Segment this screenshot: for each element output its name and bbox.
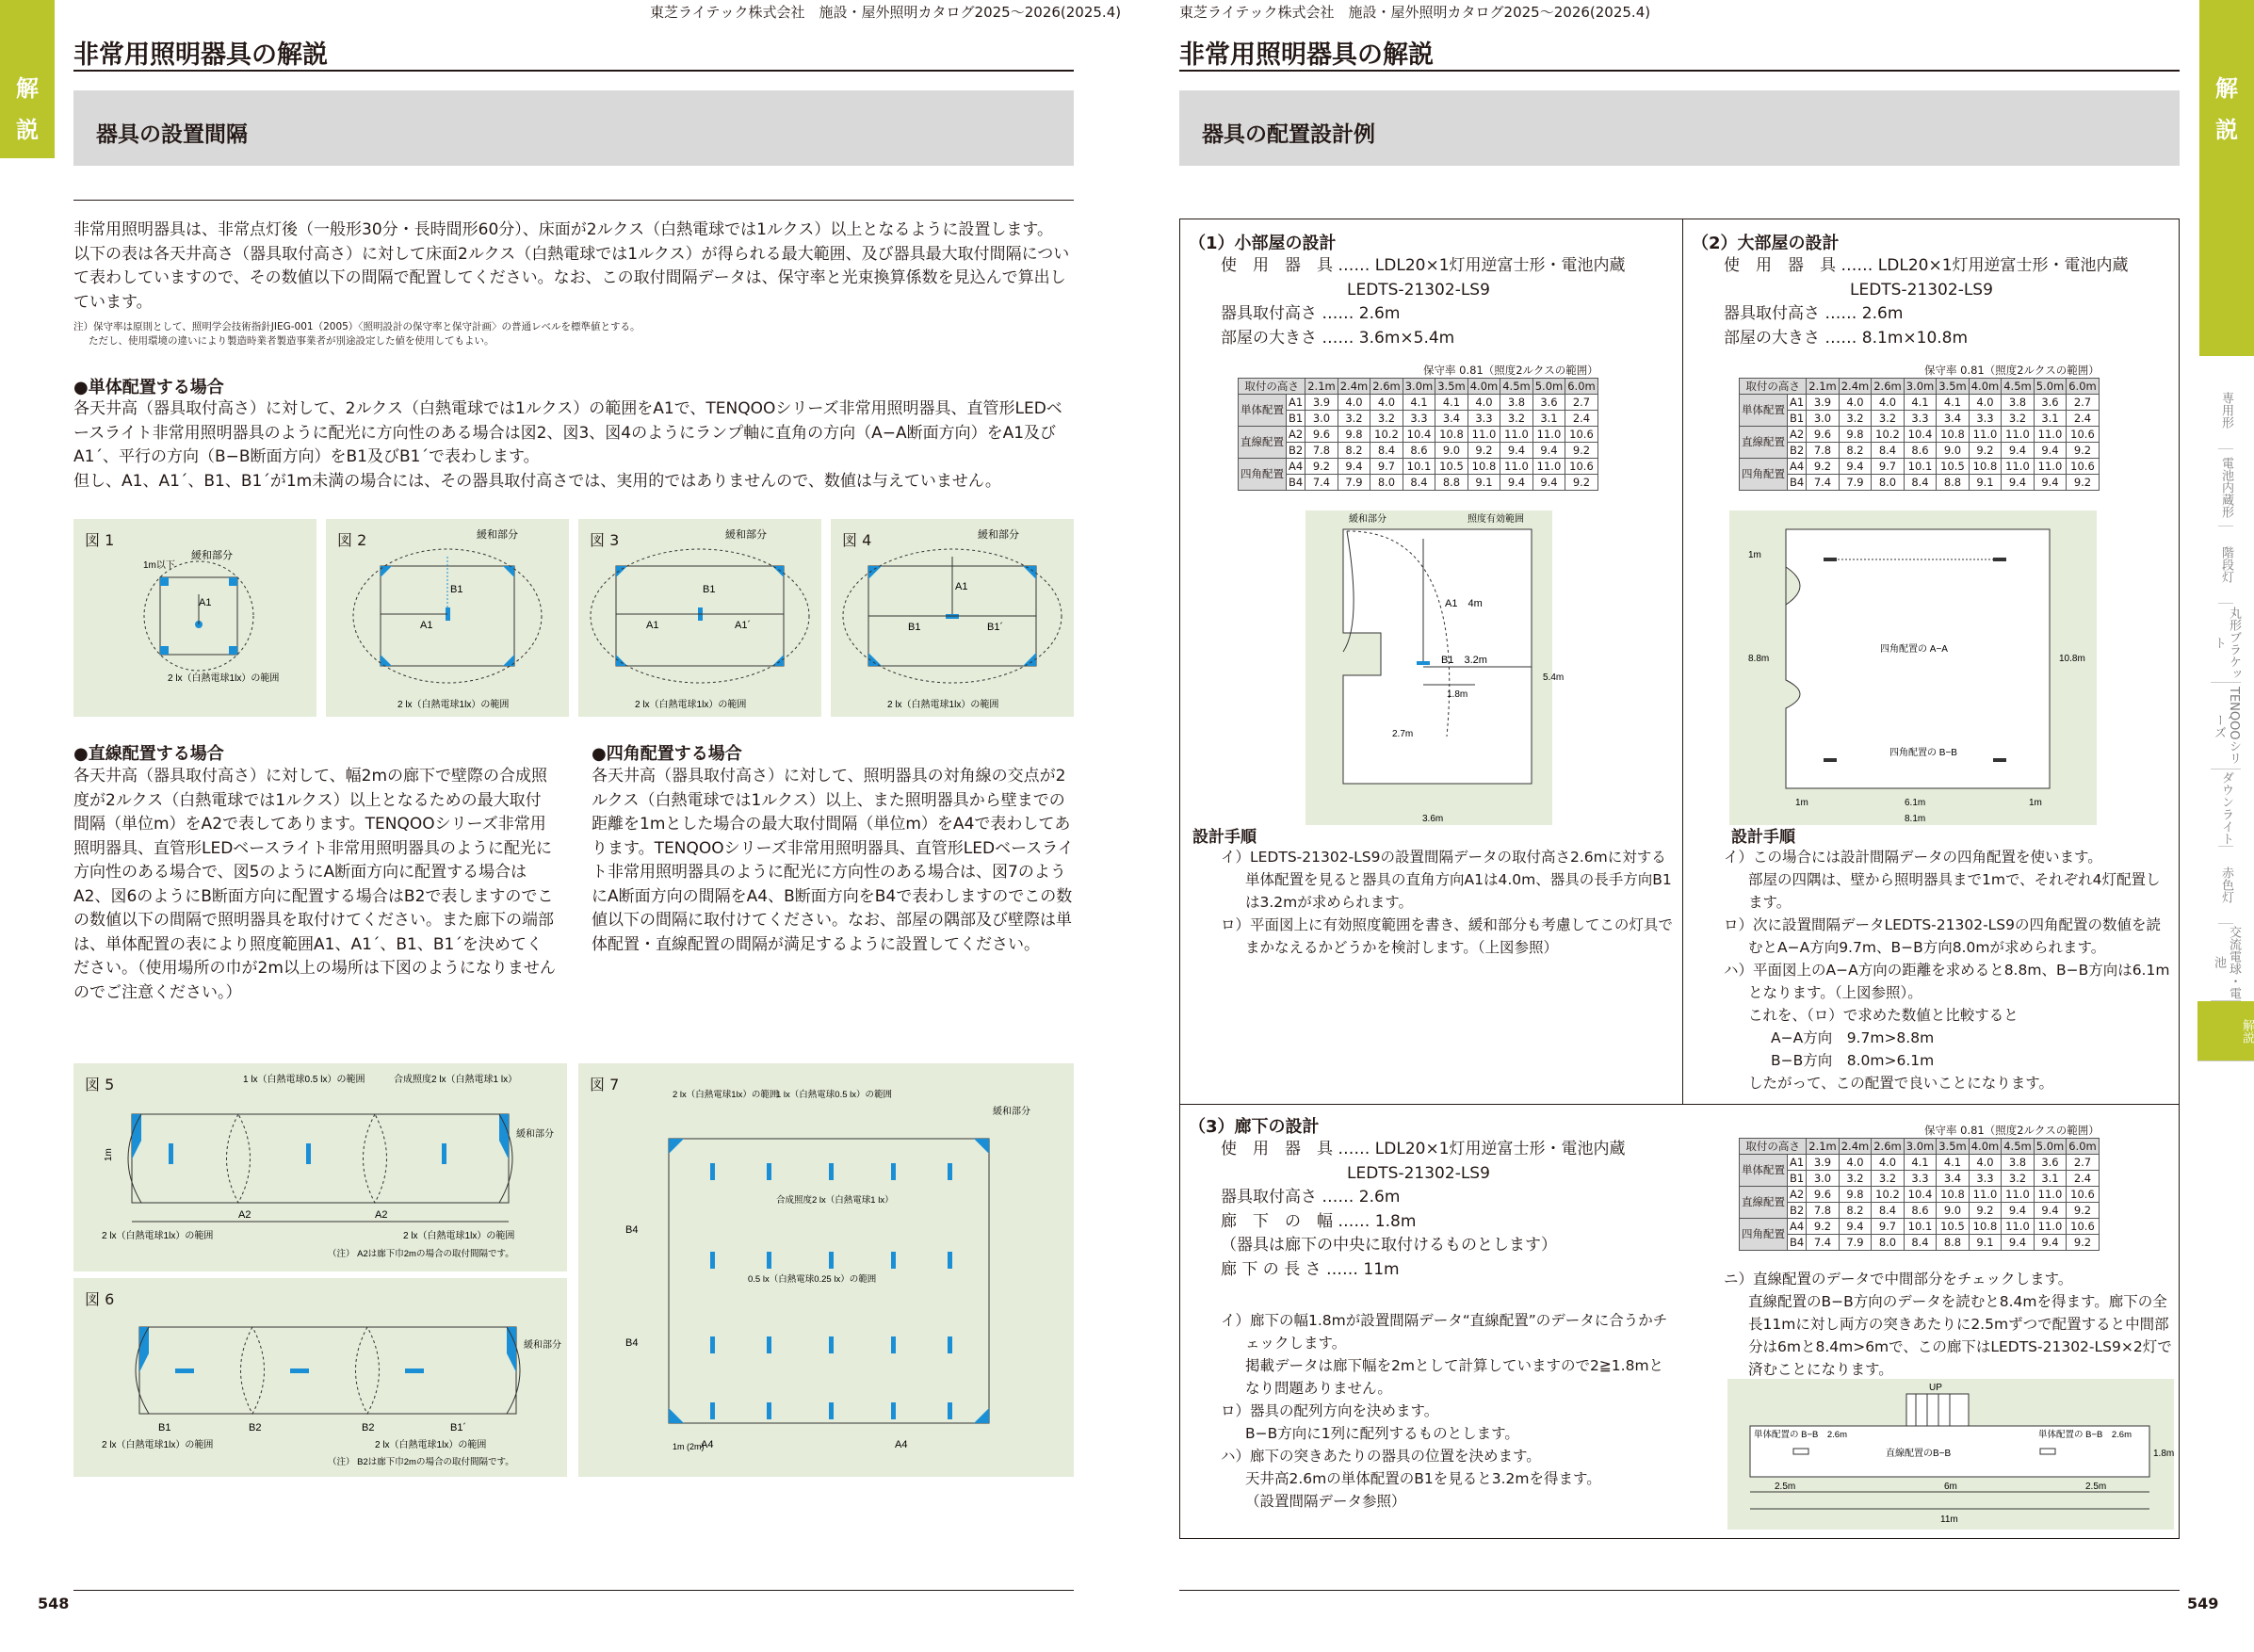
fixture-mark (948, 1336, 952, 1353)
svg-text:1 lx（白熱電球0.5 lx）の範囲: 1 lx（白熱電球0.5 lx）の範囲 (243, 1075, 365, 1085)
svg-text:四角配置の A−A: 四角配置の A−A (1880, 644, 1948, 655)
s3-heading: （3）廊下の設計 (1189, 1117, 1320, 1137)
figure-4: 図 4 A1 緩和部分 B1 B1´ 2 lx（白熱電球1lx）の範囲 (831, 519, 1074, 717)
svg-text:2 lx（白熱電球1lx）の範囲: 2 lx（白熱電球1lx）の範囲 (375, 1440, 487, 1450)
svg-text:10.8m: 10.8m (2059, 654, 2085, 664)
svg-text:A4: A4 (895, 1439, 908, 1450)
fixture-mark (948, 1402, 952, 1419)
svg-text:A1´: A1´ (735, 620, 752, 631)
svg-text:5.4m: 5.4m (1543, 672, 1565, 683)
nav-item[interactable]: 丸形ブラケット (2211, 604, 2241, 683)
left-intro: 非常用照明器具は、非常点灯後（一般形30分・長時間形60分）、床面が2ルクス（白熱電球では1ルクス）以上となるように設置します。 以下の表は各天井高さ（器具取付高さ）に対して床面2ルクス（白熱電球では1ルクス）が得られる最大範囲、及び器具最大取付間隔について表わしていますので、その数値以下の間隔で配置してください。なお、この取付間隔データは、保守率と光束換算係数を見込んで算出しています。 (73, 220, 1070, 312)
table-row: 直線配置 A2 9.6 9.8 10.2 10.4 10.8 11.0 11.0 11.0 10.6 (1740, 427, 2100, 443)
table-row: B2 7.8 8.2 8.4 8.6 9.0 9.2 9.4 9.4 9.2 (1740, 1203, 2100, 1219)
table-row: 単体配置 A1 3.9 4.0 4.0 4.1 4.1 4.0 3.8 3.6 2.7 (1740, 395, 2100, 411)
nav-item[interactable]: 交流電球・電池 (2211, 924, 2241, 1001)
svg-text:B1: B1 (703, 584, 716, 595)
svg-text:2 lx（白熱電球1lx）の範囲: 2 lx（白熱電球1lx）の範囲 (673, 1090, 779, 1100)
s2-heading: （2）大部屋の設計 (1692, 234, 1840, 253)
svg-text:UP: UP (1929, 1383, 1942, 1393)
fixture-mark (767, 1336, 771, 1353)
svg-text:照度有効範囲: 照度有効範囲 (1468, 514, 1524, 525)
left-header: 東芝ライテック株式会社 施設・屋外照明カタログ2025～2026(2025.4) (650, 4, 1122, 21)
svg-text:1m: 1m (104, 1148, 114, 1161)
figure-7: 図 7 A4 A4 B4 B4 合成照度2 lx（白熱電球1 lx） 0.5 lx（白熱電球0.25 lx）の範囲 緩和部分 2 lx（白熱電球1lx）の範囲 1 lx（白熱電球0.5 lx）の範囲 1m (2m) (578, 1063, 1074, 1477)
table-row: 単体配置 A1 3.9 4.0 4.0 4.1 4.1 4.0 3.8 3.6 2.7 (1239, 395, 1598, 411)
svg-text:2.5m: 2.5m (1775, 1482, 1796, 1492)
svg-text:単体配置の B−B 2.6m: 単体配置の B−B 2.6m (2038, 1430, 2132, 1440)
linear-text: 各天井高（器具取付高さ）に対して、幅2mの廊下で壁際の合成照度が2ルクス（白熱電球では1ルクス）以上となるための最大取付間隔（単位m）をA2で表してあります。TENQOOシリーズ非常用照明器具、直管形LEDベースライト非常用照明器具のように配光に方向性のある場合で、図5のようにA断面方向に配置する場合はA2、図6のようにB断面方向に配置する場合はB2で表しますのでこの数値以下の間隔で照明器具を取付けてください。また廊下の端部は、単体配置の表により照度範囲A1、A1´、B1、B1´を決めてください。（使用場所の巾が2m以上の場所は下図のようになりませんのでご注意ください。） (73, 767, 556, 1002)
svg-text:B4: B4 (625, 1337, 639, 1349)
svg-text:1m以下: 1m以下 (143, 560, 175, 571)
s1-proc-heading: 設計手順 (1192, 828, 1257, 847)
s2-spec: 使 用 器 具 …… LDL20×1灯用逆富士形・電池内蔵 LEDTS-21302-LS9 器具取付高さ …… 2.6m 部屋の大きさ …… 8.1m×10.8m (1724, 256, 2129, 348)
svg-text:2.7m: 2.7m (1392, 729, 1414, 739)
s2-proc-heading: 設計手順 (1731, 828, 1795, 847)
single-heading: ●単体配置する場合 (73, 378, 224, 397)
fixture-mark (767, 1402, 771, 1419)
table-caption: 保守率 0.81（照度2ルクスの範囲） (1923, 1124, 2100, 1137)
table-row: B4 7.4 7.9 8.0 8.4 8.8 9.1 9.4 9.4 9.2 (1740, 1235, 2100, 1251)
svg-text:B1´: B1´ (987, 622, 1004, 633)
svg-text:6.1m: 6.1m (1905, 798, 1926, 808)
nav-item[interactable]: 電池内蔵形 (2218, 449, 2233, 526)
svg-text:B1: B1 (158, 1422, 171, 1433)
figure-5: 図 5 1m A2 A2 1 lx（白熱電球0.5 lx）の範囲 合成照度2 lx（白熱電球1 lx） 緩和部分 2 lx（白熱電球1lx）の範囲 2 lx（白熱電球1lx）の範囲 （注） A2は廊下巾2mの場合の取付間隔です。 (73, 1063, 567, 1271)
single-text: 各天井高（器具取付高さ）に対して、2ルクス（白熱電球では1ルクス）の範囲をA1で、TENQOOシリーズ非常用照明器具、直管形LEDベースライト非常用照明器具のように配光に方向性のある場合は図2、図3、図4のようにランプ軸に直角の方向（A−A断面方向）をA1及びA1´、平行の方向（B−B断面方向）をB1及びB1´で表わします。 但し、A1、A1´、B1、B1´が1m未満の場合には、その器具取付高さでは、実用的ではありませんので、数値は与えていません。 (73, 399, 1062, 491)
spacing-table: 取付の高さ 2.1m 2.4m 2.6m 3.0m 3.5m 4.0m 4.5m 5.0m 6.0m 単体配置 A1 3.9 4.0 4.0 4.1 4.1 4.0 3.8 3.6 2.7 B1 3.0 3.2 3.2 3.3 3.4 3.3 3.2 3.1 2.4 直線配置 A2 9.6 9.8 10.2 10.4 10.8 11.0 11.0 11.0 10.6 B2 7.8 8.2 8.4 8.6 9.0 9.2 9.4 9.4 9.2 四角配置 A4 9.2 9.4 9.7 10.1 10.5 10.8 11.0 11.0 10.6 B4 7.4 7.9 8.0 8.4 8.8 9.1 9.4 9.4 9.2 (1739, 378, 2100, 491)
table-row: B1 3.0 3.2 3.2 3.3 3.4 3.3 3.2 3.1 2.4 (1740, 411, 2100, 427)
table-row: B1 3.0 3.2 3.2 3.3 3.4 3.3 3.2 3.1 2.4 (1740, 1171, 2100, 1187)
s1-spec: 使 用 器 具 …… LDL20×1灯用逆富士形・電池内蔵 LEDTS-21302-LS9 器具取付高さ …… 2.6m 部屋の大きさ …… 3.6m×5.4m (1221, 256, 1626, 348)
left-section-band: 器具の設置間隔 (73, 90, 1074, 166)
svg-text:1m (2m): 1m (2m) (673, 1442, 705, 1451)
fixture-mark (829, 1252, 834, 1269)
left-page-title: 非常用照明器具の解説 (73, 40, 328, 70)
svg-text:2 lx（白熱電球1lx）の範囲: 2 lx（白熱電球1lx）の範囲 (403, 1231, 515, 1241)
table-row: 直線配置 A2 9.6 9.8 10.2 10.4 10.8 11.0 11.0 11.0 10.6 (1239, 427, 1598, 443)
linear-heading: ●直線配置する場合 (73, 744, 224, 764)
nav-item[interactable]: TENQOOシリーズ (2211, 683, 2241, 769)
s1-procedure: イ）LEDTS-21302-LS9の設置間隔データの取付高さ2.6mに対する単体配置を見ると器具の直角方向A1は4.0m、器具の長手方向B1は3.2mが求められます。 ロ）平面図上に有効照度範囲を書き、緩和部分も考慮してこの灯具でまかなえるかどうかを検討します。（上図参照） (1221, 849, 1673, 956)
svg-text:合成照度2 lx（白熱電球1 lx）: 合成照度2 lx（白熱電球1 lx） (776, 1195, 894, 1206)
svg-text:合成照度2 lx（白熱電球1 lx）: 合成照度2 lx（白熱電球1 lx） (394, 1075, 518, 1085)
figure-6: 図 6 B2 B2 B1 B1´ 緩和部分 2 lx（白熱電球1lx）の範囲 2 lx（白熱電球1lx）の範囲 （注） B2は廊下巾2mの場合の取付間隔です。 (73, 1278, 567, 1477)
table-row: B4 7.4 7.9 8.0 8.4 8.8 9.1 9.4 9.4 9.2 (1239, 475, 1598, 491)
svg-text:B1: B1 (908, 622, 921, 633)
right-page-title: 非常用照明器具の解説 (1179, 40, 1434, 70)
svg-text:2 lx（白熱電球1lx）の範囲: 2 lx（白熱電球1lx）の範囲 (397, 700, 510, 710)
square-heading: ●四角配置する場合 (592, 744, 742, 764)
s3-table (1739, 1123, 2100, 1251)
fixture-mark (710, 1336, 715, 1353)
svg-text:8.1m: 8.1m (1905, 814, 1926, 824)
svg-text:1m: 1m (1795, 798, 1808, 808)
fixture-mark (891, 1163, 896, 1180)
svg-text:直線配置のB−B: 直線配置のB−B (1886, 1449, 1952, 1459)
fixture-mark (710, 1402, 715, 1419)
fixture-mark (829, 1336, 834, 1353)
svg-text:（注） A2は廊下巾2mの場合の取付間隔です。: （注） A2は廊下巾2mの場合の取付間隔です。 (328, 1249, 514, 1259)
spacing-table: 取付の高さ 2.1m 2.4m 2.6m 3.0m 3.5m 4.0m 4.5m 5.0m 6.0m 単体配置 A1 3.9 4.0 4.0 4.1 4.1 4.0 3.8 3.6 2.7 B1 3.0 3.2 3.2 3.3 3.4 3.3 3.2 3.1 2.4 直線配置 A2 9.6 9.8 10.2 10.4 10.8 11.0 11.0 11.0 10.6 B2 7.8 8.2 8.4 8.6 9.0 9.2 9.4 9.4 9.2 四角配置 A4 9.2 9.4 9.7 10.1 10.5 10.8 11.0 11.0 10.6 B4 7.4 7.9 8.0 8.4 8.8 9.1 9.4 9.4 9.2 (1238, 378, 1598, 491)
table-row: B2 7.8 8.2 8.4 8.6 9.0 9.2 9.4 9.4 9.2 (1740, 443, 2100, 459)
svg-text:B4: B4 (625, 1224, 639, 1236)
svg-text:B1: B1 (450, 584, 463, 595)
svg-text:B2: B2 (362, 1422, 375, 1433)
s3-procedure-2: ニ）直線配置のデータで中間部分をチェックします。 直線配置のB−B方向のデータを読むと8.4mを得ます。廊下の全長11mに対し両方の突きあたりに2.5mずつで配置すると中間部分は6mと8.4m>6mで、この廊下はLEDTS-21302-LS9×2灯で済むことになります。 (1724, 1271, 2172, 1378)
s1-table (1238, 363, 1598, 491)
right-page-number: 549 (2187, 1595, 2219, 1612)
svg-text:8.8m: 8.8m (1748, 654, 1770, 664)
left-page-number: 548 (38, 1595, 70, 1612)
svg-text:1 lx（白熱電球0.5 lx）の範囲: 1 lx（白熱電球0.5 lx）の範囲 (776, 1090, 892, 1100)
s2-diagram (1729, 510, 2097, 825)
fixture-mark (891, 1252, 896, 1269)
fixture-mark (710, 1252, 715, 1269)
table-row: 単体配置 A1 3.9 4.0 4.0 4.1 4.1 4.0 3.8 3.6 2.7 (1740, 1155, 2100, 1171)
nav-item[interactable]: 階段灯 (2218, 526, 2233, 604)
table-row: 四角配置 A4 9.2 9.4 9.7 10.1 10.5 10.8 11.0 11.0 10.6 (1239, 459, 1598, 475)
svg-text:3.6m: 3.6m (1422, 814, 1444, 824)
svg-text:緩和部分: 緩和部分 (1349, 514, 1386, 525)
svg-text:1m: 1m (2029, 798, 2042, 808)
svg-text:1m: 1m (1748, 550, 1761, 560)
svg-text:11m: 11m (1940, 1514, 1958, 1525)
svg-text:緩和部分: 緩和部分 (524, 1340, 561, 1351)
s3-procedure: イ）廊下の幅1.8mが設置間隔データ“直線配置”のデータに合うかチェックします。 掲載データは廊下幅を2mとして計算していますので2≧1.8mとなり問題ありません。 ロ）器具の配列方向を決めます。 B−B方向に1列に配列するものとします。 ハ）廊下の突きあたりの器具の位置を決めます。 天井高2.6mの単体配置のB1を見ると3.2mを得ます。 （設置間隔データ参照） (1221, 1312, 1668, 1510)
svg-text:（注） B2は廊下巾2mの場合の取付間隔です。: （注） B2は廊下巾2mの場合の取付間隔です。 (328, 1457, 514, 1467)
figure-2: 図 2 B1 緩和部分 A1 2 lx（白熱電球1lx）の範囲 (326, 519, 569, 717)
table-row: B4 7.4 7.9 8.0 8.4 8.8 9.1 9.4 9.4 9.2 (1740, 475, 2100, 491)
right-section-band: 器具の配置設計例 (1179, 90, 2180, 166)
s3-diagram (1727, 1379, 2174, 1530)
table-row: B1 3.0 3.2 3.2 3.3 3.4 3.3 3.2 3.1 2.4 (1239, 411, 1598, 427)
fixture-mark (767, 1252, 771, 1269)
svg-text:A1: A1 (420, 620, 433, 631)
figure-1: 図 1 A1 1m以下 緩和部分 2 lx（白熱電球1lx）の範囲 (73, 519, 316, 717)
table-row: B2 7.8 8.2 8.4 8.6 9.0 9.2 9.4 9.4 9.2 (1239, 443, 1598, 459)
svg-text:四角配置の B−B: 四角配置の B−B (1889, 748, 1957, 758)
spacing-table: 取付の高さ 2.1m 2.4m 2.6m 3.0m 3.5m 4.0m 4.5m 5.0m 6.0m 単体配置 A1 3.9 4.0 4.0 4.1 4.1 4.0 3.8 3.6 2.7 B1 3.0 3.2 3.2 3.3 3.4 3.3 3.2 3.1 2.4 直線配置 A2 9.6 9.8 10.2 10.4 10.8 11.0 11.0 11.0 10.6 B2 7.8 8.2 8.4 8.6 9.0 9.2 9.4 9.4 9.2 四角配置 A4 9.2 9.4 9.7 10.1 10.5 10.8 11.0 11.0 10.6 B4 7.4 7.9 8.0 8.4 8.8 9.1 9.4 9.4 9.2 (1739, 1138, 2100, 1251)
nav-item[interactable]: ダウンライト (2218, 769, 2233, 847)
svg-text:B1 3.2m: B1 3.2m (1441, 655, 1487, 666)
svg-text:2 lx（白熱電球1lx）の範囲: 2 lx（白熱電球1lx）の範囲 (887, 700, 999, 710)
table-row: 直線配置 A2 9.6 9.8 10.2 10.4 10.8 11.0 11.0 11.0 10.6 (1740, 1187, 2100, 1203)
index-nav[interactable] (2197, 372, 2254, 1061)
svg-text:緩和部分: 緩和部分 (516, 1129, 554, 1140)
svg-text:緩和部分: 緩和部分 (978, 529, 1019, 541)
svg-text:A1: A1 (955, 581, 968, 592)
nav-item[interactable]: 赤色灯 (2218, 847, 2233, 924)
table-row: 四角配置 A4 9.2 9.4 9.7 10.1 10.5 10.8 11.0 11.0 10.6 (1740, 459, 2100, 475)
svg-text:2 lx（白熱電球1lx）の範囲: 2 lx（白熱電球1lx）の範囲 (102, 1231, 214, 1241)
svg-text:A1: A1 (646, 620, 659, 631)
fixture-mark (891, 1402, 896, 1419)
s1-heading: （1）小部屋の設計 (1189, 234, 1337, 253)
right-tab: 解 説 (2199, 0, 2254, 356)
svg-text:緩和部分: 緩和部分 (725, 529, 767, 541)
nav-item[interactable]: 専用形 (2218, 372, 2233, 449)
svg-text:A2: A2 (375, 1209, 388, 1221)
s3-spec: 使 用 器 具 …… LDL20×1灯用逆富士形・電池内蔵 LEDTS-21302-LS9 器具取付高さ …… 2.6m 廊 下 の 幅 …… 1.8m （器具は廊下の中央に取付けるものとします） 廊 下 の 長 さ …… 11m (1221, 1140, 1626, 1279)
s2-procedure: イ）この場合には設計間隔データの四角配置を使います。 部屋の四隅は、壁から照明器具まで1mで、それぞれ4灯配置します。 ロ）次に設置間隔データLEDTS-21302-LS9の四角配置の数値を読むとA−A方向9.7m、B−B方向8.0mが求められます。 ハ）平面図上のA−A方向の距離を求めると8.8m、B−B方向は6.1mとなります。（上図参照）。 これを、（ロ）で求めた数値と比較すると A−A方向 9.7m>8.8m B−B方向 8.0m>6.1m したがって、この配置で良いことになります。 (1724, 849, 2170, 1092)
svg-text:A4: A4 (701, 1439, 714, 1450)
fixture-mark (891, 1336, 896, 1353)
left-note: 注）保守率は原則として、照明学会技術指針JIEG-001（2005）〈照明設計の保守率と保守計画〉の普通レベルを標準値とする。 ただし、使用環境の違いにより製造時業者製造事業者が別途設定した値を使用してもよい。 (73, 321, 641, 347)
s2-table (1739, 363, 2100, 491)
nav-item[interactable]: 解説 (2197, 1001, 2254, 1061)
svg-text:A2: A2 (238, 1209, 251, 1221)
svg-text:0.5 lx（白熱電球0.25 lx）の範囲: 0.5 lx（白熱電球0.25 lx）の範囲 (748, 1274, 877, 1285)
svg-text:緩和部分: 緩和部分 (191, 550, 233, 561)
svg-text:2 lx（白熱電球1lx）の範囲: 2 lx（白熱電球1lx）の範囲 (102, 1440, 214, 1450)
svg-text:単体配置の B−B 2.6m: 単体配置の B−B 2.6m (1754, 1430, 1847, 1440)
svg-text:B2: B2 (249, 1422, 262, 1433)
fixture-mark (829, 1402, 834, 1419)
fixture-mark (948, 1252, 952, 1269)
svg-text:6m: 6m (1944, 1482, 1957, 1492)
svg-text:1.8m: 1.8m (2153, 1449, 2175, 1459)
left-tab: 解 説 (0, 0, 55, 158)
svg-text:2.5m: 2.5m (2085, 1482, 2107, 1492)
s1-diagram (1305, 510, 1565, 825)
square-text: 各天井高（器具取付高さ）に対して、照明器具の対角線の交点が2ルクス（白熱電球では1ルクス）以上、また照明器具から壁までの距離を1mとした場合の最大取付間隔（単位m）をA4で表わしてあります。TENQOOシリーズ非常用照明器具、直管形LEDベースライト非常用照明器具のように配光に方向性のある場合は、図7のようにA断面方向の間隔をA4、B断面方向をB4で表わしますのでこの数値以下の間隔に取付けてください。なお、部屋の隅部及び壁際は単体配置・直線配置の間隔が満足するように設置してください。 (592, 767, 1074, 954)
svg-text:緩和部分: 緩和部分 (477, 529, 518, 541)
right-header: 東芝ライテック株式会社 施設・屋外照明カタログ2025～2026(2025.4) (1179, 4, 1651, 21)
fixture-mark (948, 1163, 952, 1180)
svg-text:2 lx（白熱電球1lx）の範囲: 2 lx（白熱電球1lx）の範囲 (168, 673, 280, 684)
svg-text:緩和部分: 緩和部分 (993, 1107, 1030, 1117)
fixture-mark (710, 1163, 715, 1180)
svg-text:1.8m: 1.8m (1447, 689, 1468, 700)
table-row: 四角配置 A4 9.2 9.4 9.7 10.1 10.5 10.8 11.0 11.0 10.6 (1740, 1219, 2100, 1235)
svg-text:2 lx（白熱電球1lx）の範囲: 2 lx（白熱電球1lx）の範囲 (635, 700, 747, 710)
table-caption: 保守率 0.81（照度2ルクスの範囲） (1422, 364, 1598, 377)
svg-text:A1: A1 (199, 597, 212, 608)
svg-text:A1 4m: A1 4m (1445, 598, 1483, 609)
table-caption: 保守率 0.81（照度2ルクスの範囲） (1923, 364, 2100, 377)
svg-text:B1´: B1´ (450, 1422, 467, 1433)
fixture-mark (829, 1163, 834, 1180)
fixture-mark (767, 1163, 771, 1180)
figure-3: 図 3 B1 緩和部分 A1 A1´ 2 lx（白熱電球1lx）の範囲 (578, 519, 821, 717)
